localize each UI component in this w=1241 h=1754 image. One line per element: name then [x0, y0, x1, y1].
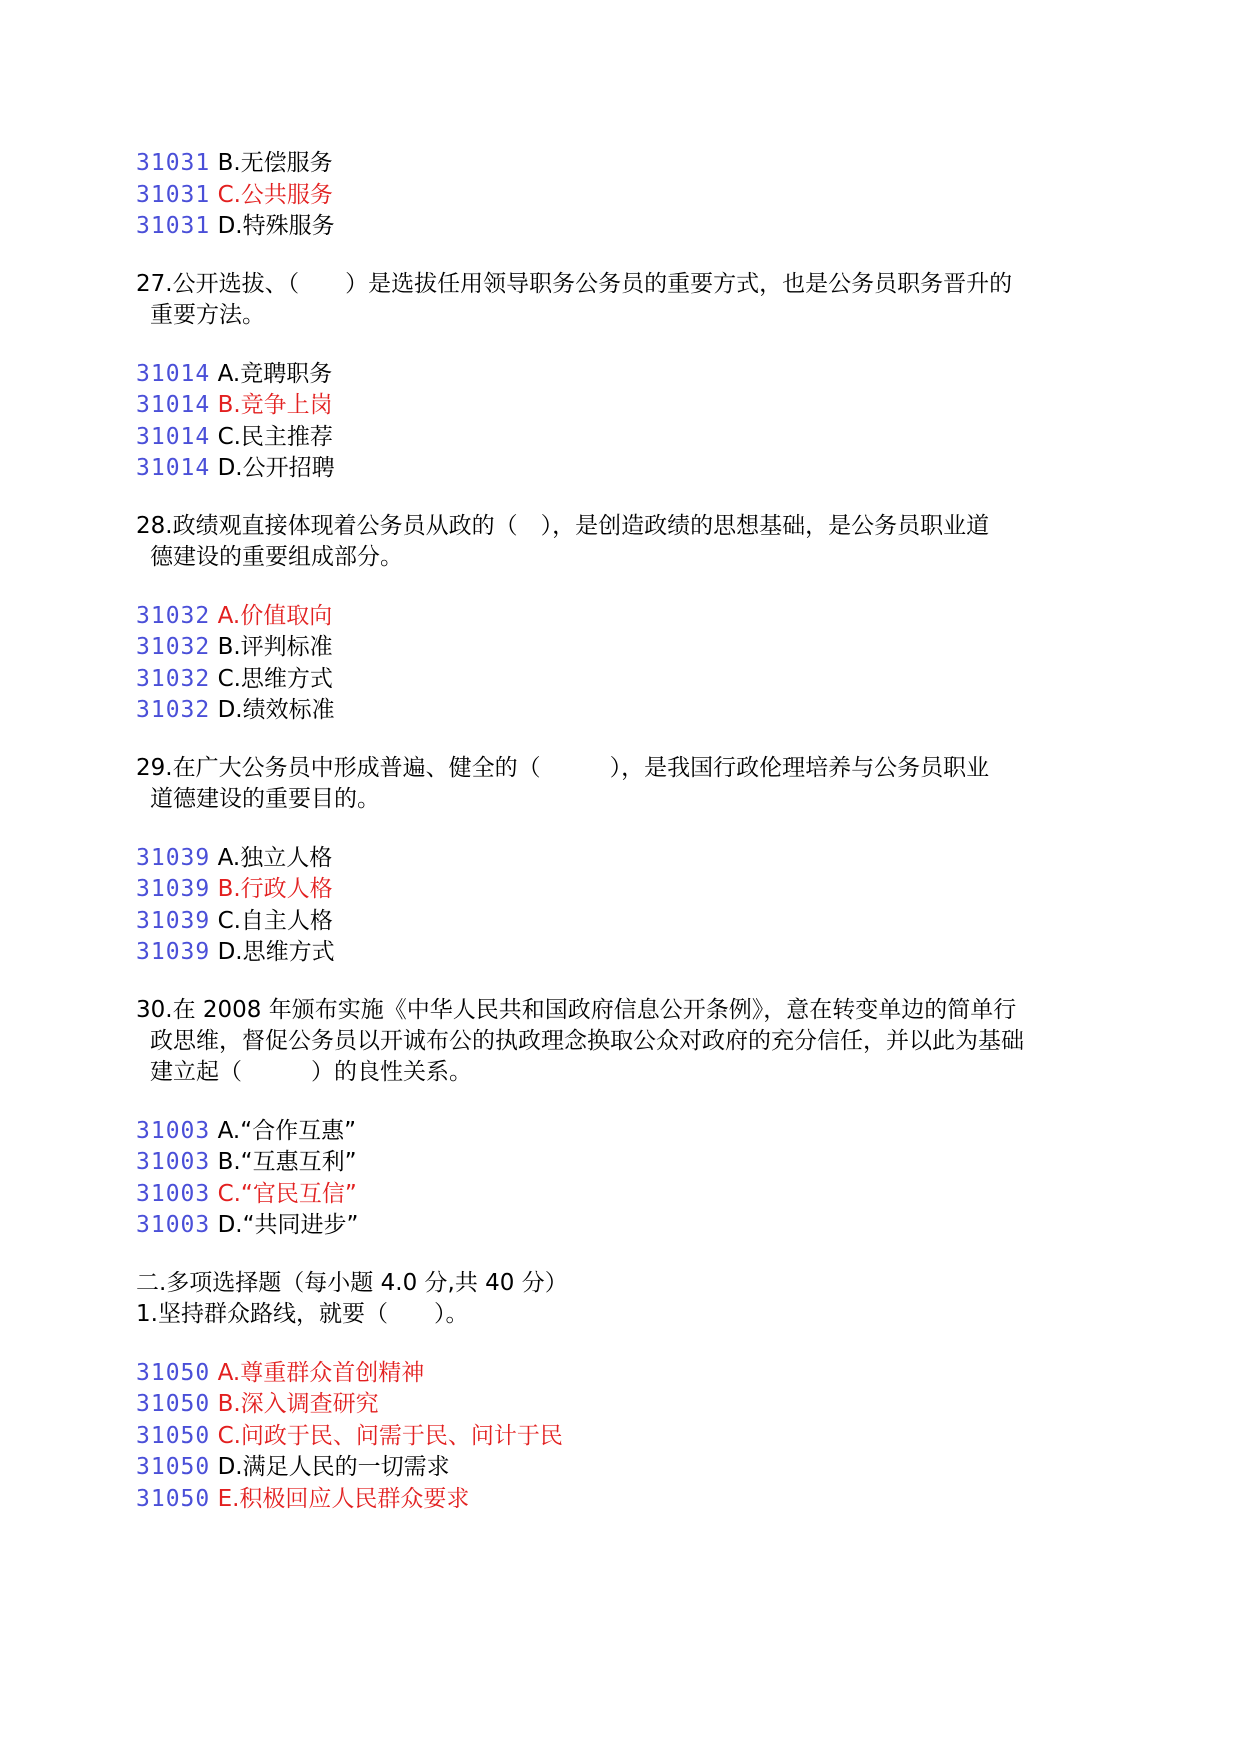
- option-text-correct: B.竞争上岗: [217, 392, 333, 418]
- option-text: B.“互惠互利”: [217, 1149, 357, 1175]
- option-group: [136, 148, 1096, 243]
- option-row: [136, 1452, 1096, 1484]
- question-line: 政思维，督促公务员以开诚布公的执政理念换取公众对政府的充分信任，并以此为基础: [150, 1027, 1024, 1054]
- option-text-correct: A.尊重群众首创精神: [217, 1359, 425, 1386]
- question-text: [136, 511, 1096, 573]
- option-text-correct: C.“官民互信”: [217, 1180, 357, 1207]
- option-code: 31050: [136, 1454, 211, 1480]
- option-text-correct: C.公共服务: [217, 181, 333, 208]
- question-line: 29.在广大公务员中形成普遍、健全的（ ），是我国行政伦理培养与公务员职业: [136, 754, 990, 781]
- option-text: D.特殊服务: [217, 213, 335, 239]
- option-row: [136, 874, 1096, 906]
- option-code: 31003: [136, 1180, 211, 1207]
- option-text: B.评判标准: [217, 634, 333, 660]
- option-code: 31032: [136, 665, 211, 692]
- option-text-correct: C.问政于民、问需于民、问计于民: [217, 1422, 563, 1449]
- option-code: 31031: [136, 213, 211, 239]
- option-row: [136, 1389, 1096, 1421]
- option-code: 31050: [136, 1359, 211, 1386]
- option-text-correct: B.深入调查研究: [217, 1391, 379, 1417]
- question-line: 德建设的重要组成部分。: [150, 543, 403, 570]
- question-line: 27.公开选拔、（ ）是选拔任用领导职务公务员的重要方式，也是公务员职务晋升的: [136, 270, 1013, 297]
- option-text: A.“合作互惠”: [217, 1117, 357, 1144]
- option-text: C.思维方式: [217, 665, 333, 692]
- question-line: 28.政绩观直接体现着公务员从政的（ ），是创造政绩的思想基础，是公务员职业道: [136, 512, 990, 539]
- option-text: C.自主人格: [217, 907, 333, 934]
- question-text: [136, 1299, 1096, 1330]
- option-text: A.竞聘职务: [217, 360, 333, 387]
- option-group: [136, 843, 1096, 969]
- option-code: 31014: [136, 423, 211, 450]
- question-text: [136, 995, 1096, 1088]
- question-text: [136, 269, 1096, 331]
- option-row: [136, 422, 1096, 454]
- option-code: 31003: [136, 1212, 211, 1238]
- option-row: [136, 180, 1096, 212]
- option-text: D.绩效标准: [217, 697, 335, 723]
- option-text-correct: E.积极回应人民群众要求: [217, 1485, 470, 1512]
- option-code: 31050: [136, 1485, 211, 1512]
- option-text: C.民主推荐: [217, 423, 333, 450]
- option-code: 31039: [136, 876, 211, 902]
- option-code: 31014: [136, 392, 211, 418]
- option-text-correct: A.价值取向: [217, 602, 333, 629]
- option-code: 31003: [136, 1117, 211, 1144]
- question-line: 30.在 2008 年颁布实施《中华人民共和国政府信息公开条例》，意在转变单边的简单行: [136, 996, 1017, 1023]
- option-row: [136, 937, 1096, 969]
- option-row: [136, 453, 1096, 485]
- question-text: [136, 753, 1096, 815]
- option-row: [136, 1116, 1096, 1148]
- option-row: [136, 1147, 1096, 1179]
- option-code: 31014: [136, 360, 211, 387]
- option-row: [136, 390, 1096, 422]
- option-code: 31039: [136, 844, 211, 871]
- option-group: [136, 601, 1096, 727]
- option-group: [136, 1358, 1096, 1516]
- question-line: 1.坚持群众路线，就要（ ）。: [136, 1300, 469, 1327]
- option-text: D.“共同进步”: [217, 1212, 359, 1238]
- option-row: [136, 1210, 1096, 1242]
- option-row: [136, 632, 1096, 664]
- option-row: [136, 1421, 1096, 1453]
- option-row: [136, 601, 1096, 633]
- section-heading: 二.多项选择题（每小题 4.0 分,共 40 分）: [136, 1269, 568, 1296]
- exam-page: [136, 148, 1096, 1515]
- question-line: 建立起（ ）的良性关系。: [150, 1058, 472, 1085]
- option-row: [136, 1358, 1096, 1390]
- option-code: 31050: [136, 1422, 211, 1449]
- option-row: [136, 664, 1096, 696]
- option-code: 31039: [136, 907, 211, 934]
- option-row: [136, 906, 1096, 938]
- option-group: [136, 359, 1096, 485]
- option-row: [136, 695, 1096, 727]
- option-code: 31003: [136, 1149, 211, 1175]
- option-code: 31032: [136, 602, 211, 629]
- option-row: [136, 1179, 1096, 1211]
- option-code: 31031: [136, 181, 211, 208]
- option-row: [136, 211, 1096, 243]
- option-text: D.公开招聘: [217, 455, 335, 481]
- option-row: [136, 359, 1096, 391]
- question-line: 重要方法。: [150, 301, 265, 328]
- option-text-correct: B.行政人格: [217, 876, 333, 902]
- option-code: 31031: [136, 150, 211, 176]
- option-row: [136, 148, 1096, 180]
- question-line: 道德建设的重要目的。: [150, 785, 380, 812]
- option-text: A.独立人格: [217, 844, 333, 871]
- option-text: D.思维方式: [217, 939, 335, 965]
- option-text: B.无偿服务: [217, 150, 333, 176]
- option-code: 31014: [136, 455, 211, 481]
- option-code: 31050: [136, 1391, 211, 1417]
- option-row: [136, 843, 1096, 875]
- option-row: [136, 1484, 1096, 1516]
- option-code: 31032: [136, 634, 211, 660]
- option-text: D.满足人民的一切需求: [217, 1454, 450, 1480]
- option-group: [136, 1116, 1096, 1242]
- option-code: 31032: [136, 697, 211, 723]
- option-code: 31039: [136, 939, 211, 965]
